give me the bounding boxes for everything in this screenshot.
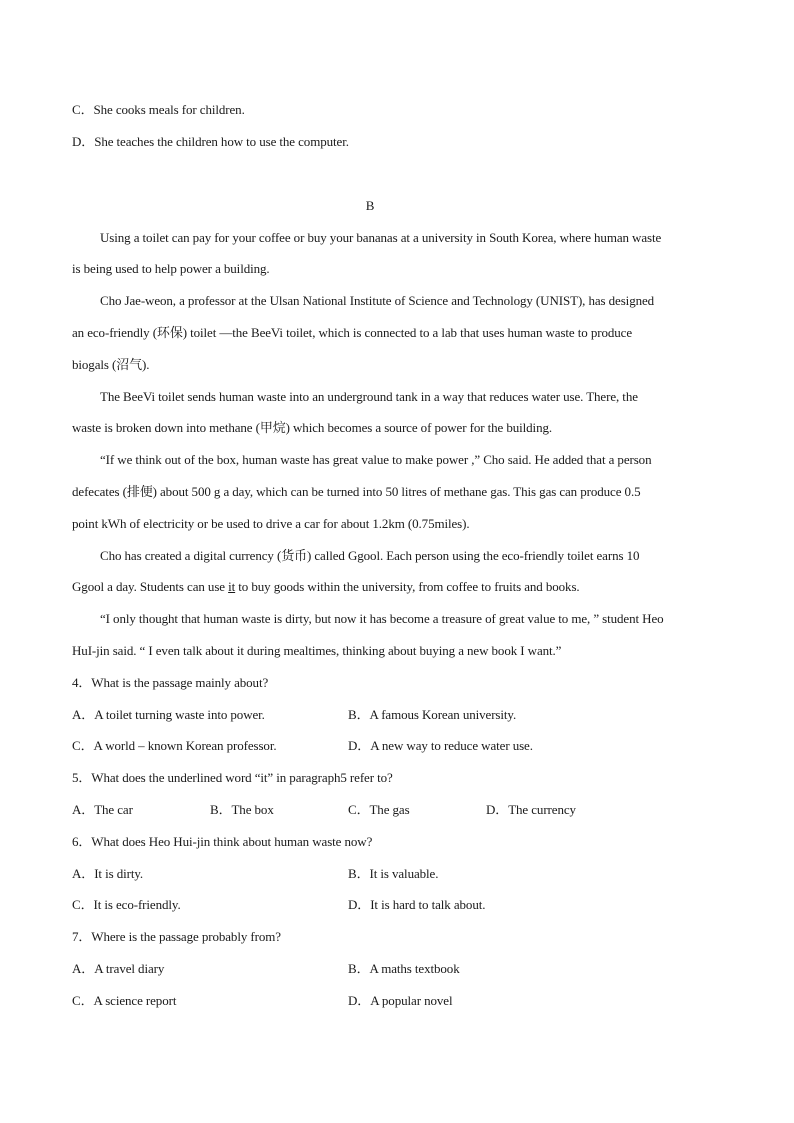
question-5-option-a[interactable]: A．The car bbox=[72, 802, 133, 817]
underlined-word-it: it bbox=[228, 579, 236, 594]
question-7-stem: 7．Where is the passage probably from? bbox=[72, 929, 281, 944]
question-5-option-b[interactable]: B．The box bbox=[210, 802, 274, 817]
question-7-option-a[interactable]: A．A travel diary bbox=[72, 961, 165, 976]
passage-p5-line2-end: to buy goods within the university, from coffee to fruits and books. bbox=[235, 579, 580, 594]
question-7-option-b[interactable]: B．A maths textbook bbox=[348, 961, 460, 976]
question-4-option-a[interactable]: A．A toilet turning waste into power. bbox=[72, 707, 265, 722]
passage-p4-line1: “If we think out of the box, human waste has great value to make power ,” Cho said. He added that a person bbox=[100, 452, 652, 467]
question-4-stem: 4．What is the passage mainly about? bbox=[72, 675, 269, 690]
question-7-option-c[interactable]: C．A science report bbox=[72, 993, 177, 1008]
passage-p6-line1: “I only thought that human waste is dirty, but now it has become a treasure of great value to me, ” student Heo bbox=[100, 611, 664, 626]
section-label: B bbox=[365, 198, 375, 213]
question-7-option-d[interactable]: D．A popular novel bbox=[348, 993, 453, 1008]
question-6-stem: 6．What does Heo Hui-jin think about human waste now? bbox=[72, 834, 373, 849]
passage-p5-line2-start: Ggool a day. Students can use bbox=[72, 579, 229, 594]
passage-p1-line2: is being used to help power a building. bbox=[72, 261, 270, 276]
passage-p5-line2 bbox=[72, 578, 722, 596]
question-4-option-c[interactable]: C．A world – known Korean professor. bbox=[72, 738, 277, 753]
question-4-option-b[interactable]: B．A famous Korean university. bbox=[348, 707, 517, 722]
passage-p2-line1: Cho Jae-weon, a professor at the Ulsan National Institute of Science and Technology (UNIST), has designed bbox=[100, 293, 655, 308]
passage-p1-line1: Using a toilet can pay for your coffee or buy your bananas at a university in South Korea, where human waste bbox=[100, 230, 662, 245]
question-4-option-d[interactable]: D．A new way to reduce water use. bbox=[348, 738, 533, 753]
passage-p4-line2: defecates (排便) about 500 g a day, which can be turned into 50 litres of methane gas. This gas can produce 0.5 bbox=[72, 484, 641, 499]
question-5-option-c[interactable]: C．The gas bbox=[348, 802, 410, 817]
question-5-option-d[interactable]: D．The currency bbox=[486, 802, 576, 817]
passage-p2-line2: an eco-friendly (环保) toilet —the BeeVi toilet, which is connected to a lab that uses human waste to produce bbox=[72, 325, 632, 340]
prev-option-c: C．She cooks meals for children. bbox=[72, 102, 245, 117]
passage-p5-line1: Cho has created a digital currency (货币) called Ggool. Each person using the eco-friendly toilet earns 10 bbox=[100, 548, 640, 563]
question-5-stem: 5．What does the underlined word “it” in paragraph5 refer to? bbox=[72, 770, 393, 785]
prev-option-d: D．She teaches the children how to use the computer. bbox=[72, 134, 349, 149]
question-6-option-d[interactable]: D．It is hard to talk about. bbox=[348, 897, 486, 912]
passage-p6-line2: HuI-jin said. “ I even talk about it during mealtimes, thinking about buying a new book I want.” bbox=[72, 643, 562, 658]
passage-p4-line3: point kWh of electricity or be used to drive a car for about 1.2km (0.75miles). bbox=[72, 516, 470, 531]
question-6-option-c[interactable]: C．It is eco-friendly. bbox=[72, 897, 181, 912]
passage-p3-line2: waste is broken down into methane (甲烷) which becomes a source of power for the building. bbox=[72, 420, 553, 435]
passage-p2-line3: biogals (沼气). bbox=[72, 357, 150, 372]
question-6-option-a[interactable]: A．It is dirty. bbox=[72, 866, 144, 881]
question-6-option-b[interactable]: B．It is valuable. bbox=[348, 866, 439, 881]
passage-p3-line1: The BeeVi toilet sends human waste into an underground tank in a way that reduces water use. There, the bbox=[100, 389, 638, 404]
